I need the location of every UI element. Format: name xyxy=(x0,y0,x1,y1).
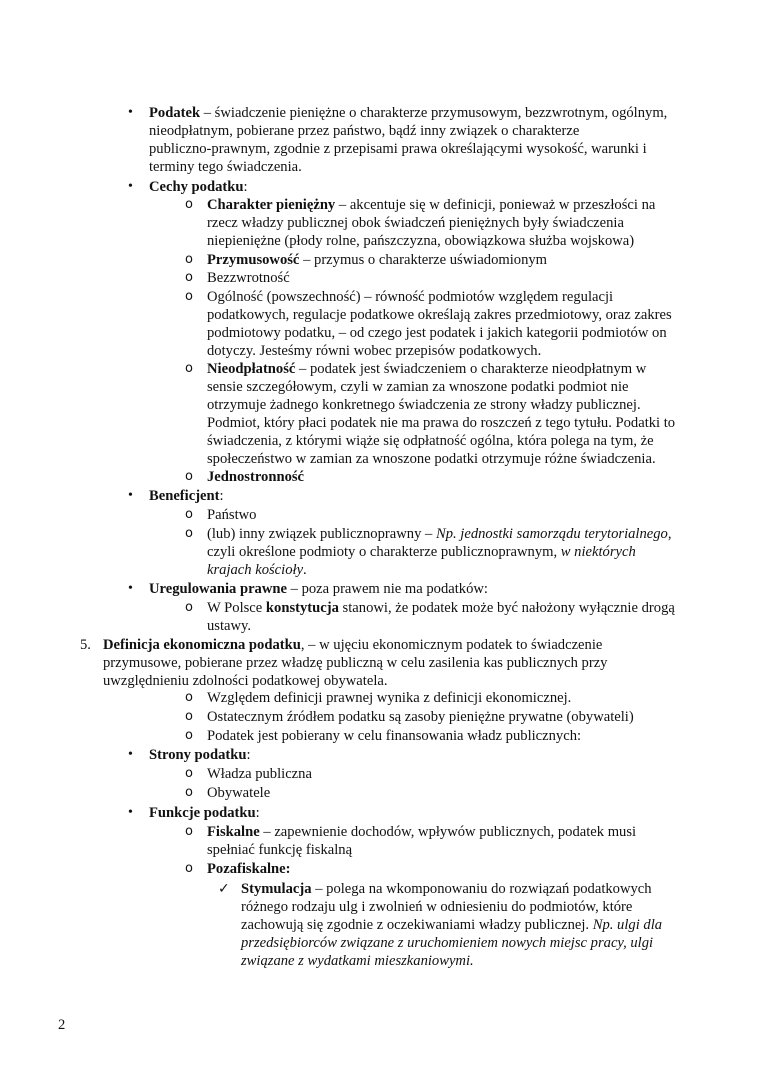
text-run: Obywatele xyxy=(207,785,271,801)
text-run: konstytucja xyxy=(265,600,339,616)
text-line xyxy=(149,158,302,176)
text-run: społeczeństwo w zamian za wnoszone podatki otrzymuje różne świadczenia. xyxy=(207,451,656,467)
text-line xyxy=(241,916,662,934)
text-run: : xyxy=(243,179,248,195)
text-line xyxy=(207,450,656,468)
checkmark-icon: ✓ xyxy=(218,881,230,897)
text-line xyxy=(207,414,675,432)
text-run: Np. ulgi dla xyxy=(592,917,663,933)
text-run: świadczenia, z którymi wiąże się odpłatność ogólna, która polega na tym, że xyxy=(207,433,654,449)
text-run: przymusowe, pobierane przez władzę publiczną w celu zasilenia kas publicznych przy xyxy=(103,655,608,671)
text-line xyxy=(207,506,256,524)
text-run: rzecz władzy publicznej obok świadczeń pieniężnych były świadczenia xyxy=(207,215,624,231)
text-run: , xyxy=(667,526,672,542)
text-run: Np. jednostki samorządu terytorialnego xyxy=(435,526,668,542)
text-run: Uregulowania prawne xyxy=(149,581,287,597)
subbullet-icon: o xyxy=(185,270,193,285)
text-line xyxy=(207,617,251,635)
text-line xyxy=(207,378,628,396)
text-line xyxy=(241,880,652,898)
text-run: terminy tego świadczenia. xyxy=(149,159,302,175)
text-line xyxy=(149,140,647,158)
text-line xyxy=(149,804,260,822)
text-line xyxy=(207,432,654,450)
text-run: : xyxy=(255,805,260,821)
text-run: sensie szczegółowym, czyli w zamian za wnoszone podatki podmiot nie xyxy=(207,379,629,395)
subbullet-icon: o xyxy=(185,197,193,212)
text-line xyxy=(207,784,270,802)
text-run: – akcentuje się w definicji, ponieważ w przeszłości na xyxy=(335,197,656,213)
text-run: Ogólność (powszechność) – równość podmiotów względem regulacji xyxy=(207,289,614,305)
text-run: krajach kościoły xyxy=(207,562,304,578)
text-run: Stymulacja xyxy=(241,881,312,897)
text-run: Przymusowość xyxy=(207,252,300,268)
text-line xyxy=(103,672,388,690)
text-line xyxy=(207,396,641,414)
text-run: podmiotowy podatku, – od czego jest podatek i jakich kategorii podmiotów on xyxy=(207,325,667,341)
subbullet-icon: o xyxy=(185,361,193,376)
text-line xyxy=(103,636,602,654)
subbullet-icon: o xyxy=(185,289,193,304)
text-run: : xyxy=(246,747,251,763)
text-line xyxy=(207,689,571,707)
text-run: Podatek jest pobierany w celu finansowania władz publicznych: xyxy=(207,728,582,744)
list-number: 5. xyxy=(80,637,91,653)
text-run: ustawy. xyxy=(207,618,252,634)
text-run: – przymus o charakterze uświadomionym xyxy=(299,252,548,268)
text-run: – podatek jest świadczeniem o charakterze nieodpłatnym w xyxy=(295,361,647,377)
text-line xyxy=(207,196,655,214)
text-run: Podmiot, który płaci podatek nie ma prawa do roszczeń z tego tytułu. Podatki to xyxy=(207,415,676,431)
text-run: dotyczy. Jesteśmy równi wobec przepisów podatkowych. xyxy=(207,343,542,359)
text-run: Państwo xyxy=(207,507,257,523)
text-run: zachowują się zgodnie z oczekiwaniami władzy publicznej. xyxy=(241,917,593,933)
text-run: publiczno-prawnym, zgodnie z przepisami prawa określającymi wysokość, warunki i xyxy=(149,141,647,157)
text-line xyxy=(149,487,224,505)
bullet-icon: • xyxy=(128,581,133,596)
text-line xyxy=(207,468,304,486)
text-run: (lub) inny związek publicznoprawny – xyxy=(207,526,436,542)
page-number: 2 xyxy=(58,1017,66,1033)
subbullet-icon: o xyxy=(185,469,193,484)
text-run: – poza prawem nie ma podatków: xyxy=(286,581,488,597)
text-line xyxy=(207,342,541,360)
subbullet-icon: o xyxy=(185,728,193,743)
text-run: Charakter pieniężny xyxy=(207,197,336,213)
text-run: Funkcje podatku xyxy=(149,805,256,821)
text-run: Beneficjent xyxy=(149,488,220,504)
text-line xyxy=(207,599,675,617)
text-run: nieodpłatnym, pobierane przez państwo, bądź inny związek o charakterze xyxy=(149,123,580,139)
text-run: , – w ujęciu ekonomicznym podatek to świadczenie xyxy=(300,637,603,653)
text-run: Bezzwrotność xyxy=(207,270,290,286)
text-run: niepieniężne (płody rolne, pańszczyzna, obowiązkowa służba wojskowa) xyxy=(207,233,635,249)
text-line xyxy=(207,525,672,543)
bullet-icon: • xyxy=(128,805,133,820)
text-run: – zapewnienie dochodów, wpływów publicznych, podatek musi xyxy=(259,824,637,840)
text-run: w niektórych xyxy=(560,544,636,560)
text-line xyxy=(241,952,474,970)
text-line xyxy=(207,543,636,561)
text-run: . xyxy=(303,562,307,578)
text-line xyxy=(207,708,634,726)
text-run: stanowi, że podatek może być nałożony wyłącznie drogą xyxy=(338,600,675,616)
text-line xyxy=(149,122,579,140)
text-run: Podatek xyxy=(149,105,201,121)
subbullet-icon: o xyxy=(185,861,193,876)
subbullet-icon: o xyxy=(185,600,193,615)
bullet-icon: • xyxy=(128,179,133,194)
text-line xyxy=(207,306,672,324)
text-run: – świadczenie pieniężne o charakterze przymusowym, bezzwrotnym, ogólnym, xyxy=(200,105,668,121)
subbullet-icon: o xyxy=(185,526,193,541)
text-run: Nieodpłatność xyxy=(207,361,296,377)
bullet-icon: • xyxy=(128,488,133,503)
text-run: uwzględnieniu zdolności podatkowej obywatela. xyxy=(103,673,388,689)
text-line xyxy=(207,214,624,232)
text-line xyxy=(207,727,581,745)
text-run: związane z wydatkami mieszkaniowymi. xyxy=(241,953,474,969)
text-run: Ostatecznym źródłem podatku są zasoby pieniężne prywatne (obywateli) xyxy=(207,709,634,725)
subbullet-icon: o xyxy=(185,252,193,267)
text-run: różnego rodzaju ulg i zwolnień w odniesieniu do podmiotów, które xyxy=(241,899,633,915)
text-line xyxy=(207,860,291,878)
text-run: otrzymuje żadnego konkretnego świadczenia ze strony władzy publicznej. xyxy=(207,397,641,413)
text-line xyxy=(207,823,636,841)
text-run: : xyxy=(219,488,224,504)
text-run: Pozafiskalne: xyxy=(207,861,291,877)
text-run: Jednostronność xyxy=(207,469,305,485)
subbullet-icon: o xyxy=(185,690,193,705)
bullet-icon: • xyxy=(128,747,133,762)
text-line xyxy=(207,269,290,287)
text-run: Strony podatku xyxy=(149,747,247,763)
text-run: Fiskalne xyxy=(207,824,260,840)
subbullet-icon: o xyxy=(185,824,193,839)
subbullet-icon: o xyxy=(185,709,193,724)
subbullet-icon: o xyxy=(185,766,193,781)
subbullet-icon: o xyxy=(185,507,193,522)
text-line xyxy=(207,561,307,579)
text-line xyxy=(207,324,667,342)
text-line xyxy=(241,898,632,916)
text-run: spełniać funkcję fiskalną xyxy=(207,842,353,858)
text-line xyxy=(207,288,613,306)
text-run: Władza publiczna xyxy=(207,766,312,782)
text-line xyxy=(103,654,607,672)
text-run: – polega na wkomponowaniu do rozwiązań podatkowych xyxy=(311,881,652,897)
text-line xyxy=(149,580,488,598)
text-run: czyli określone podmioty o charakterze publicznoprawnym, xyxy=(207,544,561,560)
text-line xyxy=(207,841,352,859)
text-line xyxy=(241,934,653,952)
text-run: Definicja ekonomiczna podatku xyxy=(103,637,301,653)
bullet-icon: • xyxy=(128,105,133,120)
text-run: przedsiębiorców związane z uruchomieniem nowych miejsc pracy, ulgi xyxy=(241,935,654,951)
text-line xyxy=(207,251,547,269)
text-line xyxy=(149,178,248,196)
text-run: Cechy podatku xyxy=(149,179,244,195)
text-line xyxy=(207,232,634,250)
text-line xyxy=(149,746,251,764)
text-run: Względem definicji prawnej wynika z definicji ekonomicznej. xyxy=(207,690,572,706)
text-run: podatkowych, regulacje podatkowe określają zakres przedmiotowy, oraz zakres xyxy=(207,307,672,323)
text-line xyxy=(149,104,667,122)
subbullet-icon: o xyxy=(185,785,193,800)
text-line xyxy=(207,360,646,378)
text-run: W Polsce xyxy=(207,600,266,616)
text-line xyxy=(207,765,312,783)
